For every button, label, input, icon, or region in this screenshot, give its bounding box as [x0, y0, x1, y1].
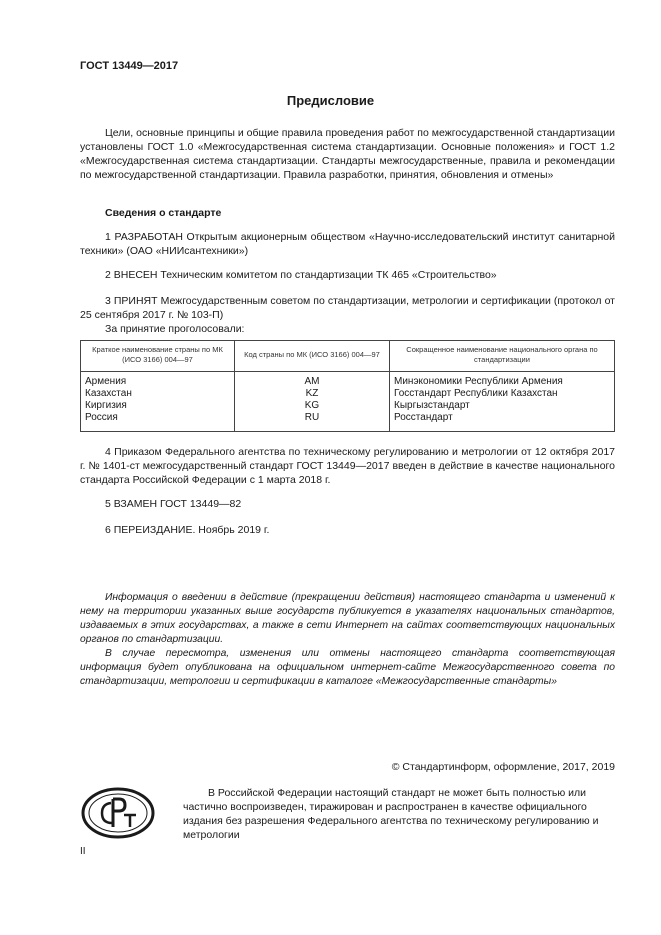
cell-country: Казахстан — [81, 388, 235, 400]
cell-code: KG — [235, 400, 390, 412]
info-paragraph-introduction: Информация о введении в действие (прекращении действия) настоящего стандарта и изменений к нему на территории указанных выше государств публикуется в указателях национальных стандартов, издаваемых в этих государствах, а также в сети Интернет на сайтах соответствующих национальных органов по стандартизации. — [80, 592, 615, 645]
cell-code: AM — [235, 372, 390, 389]
info-paragraph-revision: В случае пересмотра, изменения или отмены настоящего стандарта соответствующая информация будет опубликована на официальном интернет-сайте Межгосударственного совета по стандартизации, метрологии и сертификации в каталоге «Межгосударственные стандарты» — [80, 648, 615, 687]
header-country-name: Краткое наименование страны по МК (ИСО 3166) 004—97 — [81, 341, 235, 372]
item-reissue: 6 ПЕРЕИЗДАНИЕ. Ноябрь 2019 г. — [105, 524, 270, 536]
table-row — [81, 412, 615, 432]
cell-country: Киргизия — [81, 400, 235, 412]
info-block — [80, 591, 615, 689]
section-title: Сведения о стандарте — [105, 207, 222, 219]
member-states-table — [80, 340, 615, 432]
rst-certification-mark-icon — [80, 786, 156, 840]
intro-paragraph: Цели, основные принципы и общие правила проведения работ по межгосударственной стандартизации установлены ГОСТ 1.0 «Межгосударственная система стандартизации. Основные положения» и ГОСТ 1.2 «Межгосударственная система стандартизации. Стандарты межгосударственные, правила и рекомендации по межгосударственной стандартизации. Правила разработки, принятия, обновления и отмены» — [80, 127, 615, 181]
copyright-notice: В Российской Федерации настоящий стандарт не может быть полностью или частично воспроизведен, тиражирован и распространен в качестве официального издания без разрешения Федерального агентства по техническому регулированию и метрологии — [183, 787, 599, 841]
header-country-code: Код страны по МК (ИСО 3166) 004—97 — [235, 341, 390, 372]
item-enacted: 4 Приказом Федерального агентства по техническому регулированию и метрологии от 12 октября 2017 г. № 1401-ст межгосударственный стандарт ГОСТ 13449—2017 введен в действие в качестве национального стандарта Российской Федерации с 1 марта 2018 г. — [80, 446, 615, 486]
table-row — [81, 388, 615, 400]
item-developed: 1 РАЗРАБОТАН Открытым акционерным обществом «Научно-исследовательский институт санитарной техники» (ОАО «НИИсантехники») — [80, 231, 615, 257]
cell-body: Госстандарт Республики Казахстан — [390, 388, 615, 400]
table-row — [81, 372, 615, 389]
item-adopted: 3 ПРИНЯТ Межгосударственным советом по стандартизации, метрологии и сертификации (протокол от 25 сентября 2017 г. № 103-П) — [80, 295, 615, 321]
copyright: © Стандартинформ, оформление, 2017, 2019 — [391, 761, 615, 773]
cell-country: Россия — [81, 412, 235, 432]
header-standards-body: Сокращенное наименование национального органа по стандартизации — [390, 341, 615, 372]
page-number: II — [80, 846, 86, 857]
page-title: Предисловие — [286, 93, 375, 108]
cell-body: Росстандарт — [390, 412, 615, 432]
voted-label: За принятие проголосовали: — [105, 323, 245, 335]
cell-country: Армения — [81, 372, 235, 389]
cell-body: Кыргызстандарт — [390, 400, 615, 412]
document-code: ГОСТ 13449—2017 — [80, 60, 179, 72]
cell-body: Минэкономики Республики Армения — [390, 372, 615, 389]
cell-code: RU — [235, 412, 390, 432]
table-header-row — [81, 341, 615, 372]
item-replaces: 5 ВЗАМЕН ГОСТ 13449—82 — [105, 498, 242, 510]
cell-code: KZ — [235, 388, 390, 400]
item-introduced: 2 ВНЕСЕН Техническим комитетом по стандартизации ТК 465 «Строительство» — [105, 269, 497, 281]
table-row — [81, 400, 615, 412]
